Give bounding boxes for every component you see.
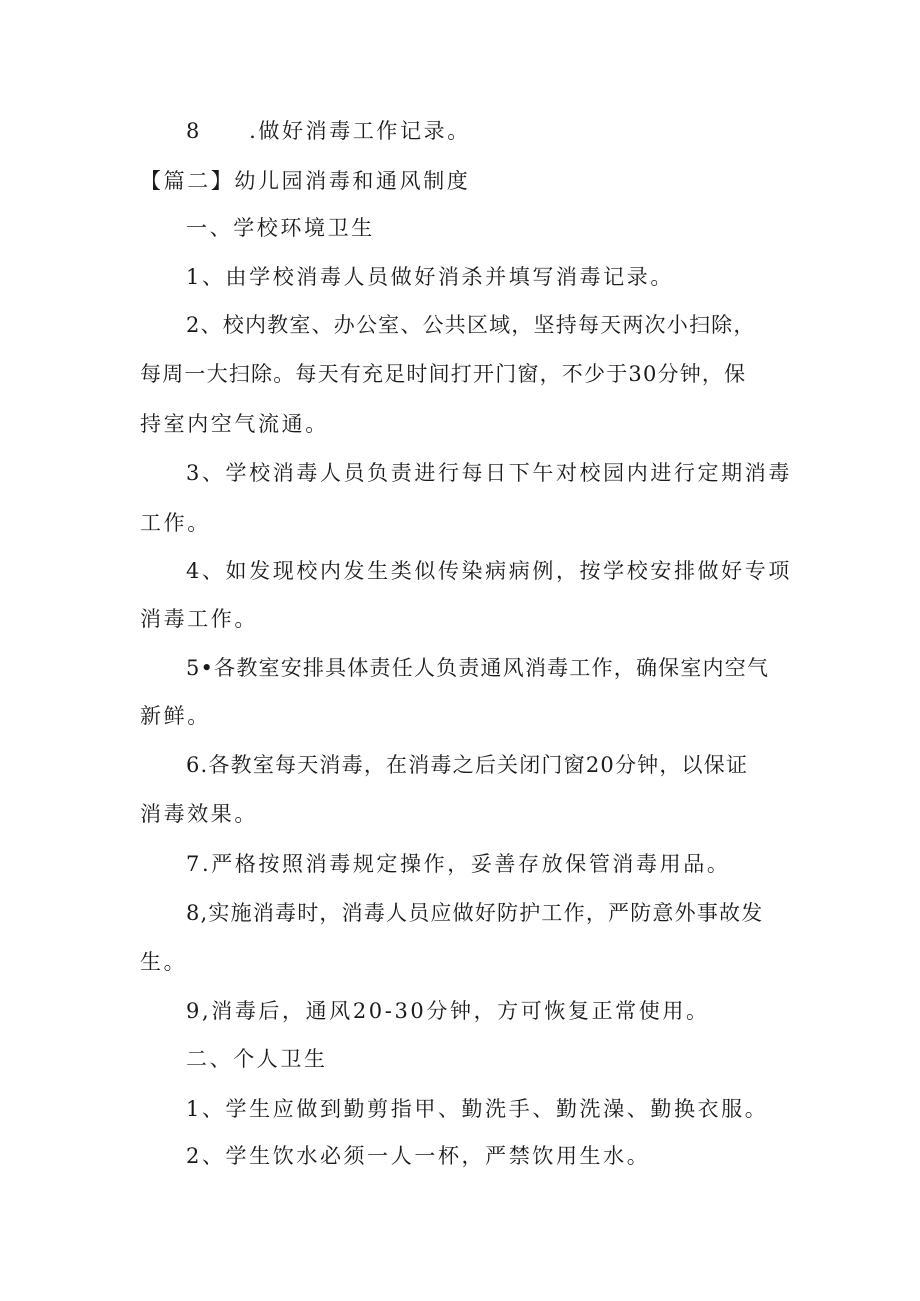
paragraph-line: 每周一大扫除。每天有充足时间打开门窗，不少于30分钟，保 <box>140 362 747 386</box>
section-heading: 【篇二】幼儿园消毒和通风制度 <box>140 169 471 193</box>
paragraph-line: 消毒效果。 <box>140 802 258 826</box>
subsection-heading: 一、学校环境卫生 <box>186 216 375 240</box>
paragraph-line: 2、校内教室、办公室、公共区域，坚持每天两次小扫除， <box>186 313 756 337</box>
paragraph-line: 4、如发现校内发生类似传染病病例，按学校安排做好专项 <box>186 559 792 583</box>
list-item: 8 .做好消毒工作记录。 <box>186 119 471 143</box>
paragraph-line: 1、由学校消毒人员做好消杀并填写消毒记录。 <box>186 265 674 289</box>
paragraph-line: 新鲜。 <box>140 704 211 728</box>
subsection-heading: 二、个人卫生 <box>186 1047 328 1071</box>
paragraph-line: 8,实施消毒时，消毒人员应做好防护工作，严防意外事故发 <box>186 901 764 925</box>
paragraph-line: 消毒工作。 <box>140 607 258 631</box>
paragraph-line: 9,消毒后，通风20-30分钟，方可恢复正常使用。 <box>186 999 710 1023</box>
paragraph-line: 7.严格按照消毒规定操作，妥善存放保管消毒用品。 <box>186 852 731 876</box>
paragraph-line: 6.各教室每天消毒，在消毒之后关闭门窗20分钟，以保证 <box>186 753 749 777</box>
paragraph-line: 工作。 <box>140 511 211 535</box>
paragraph-line: 持室内空气流通。 <box>140 412 329 436</box>
paragraph-line: 3、学校消毒人员负责进行每日下午对校园内进行定期消毒 <box>186 461 792 485</box>
paragraph-line: 2、学生饮水必须一人一杯，严禁饮用生水。 <box>186 1144 651 1168</box>
paragraph-line: 1、学生应做到勤剪指甲、勤洗手、勤洗澡、勤换衣服。 <box>186 1097 769 1121</box>
paragraph-line: 5•各教室安排具体责任人负责通风消毒工作，确保室内空气 <box>186 656 770 680</box>
paragraph-line: 生。 <box>140 950 188 974</box>
